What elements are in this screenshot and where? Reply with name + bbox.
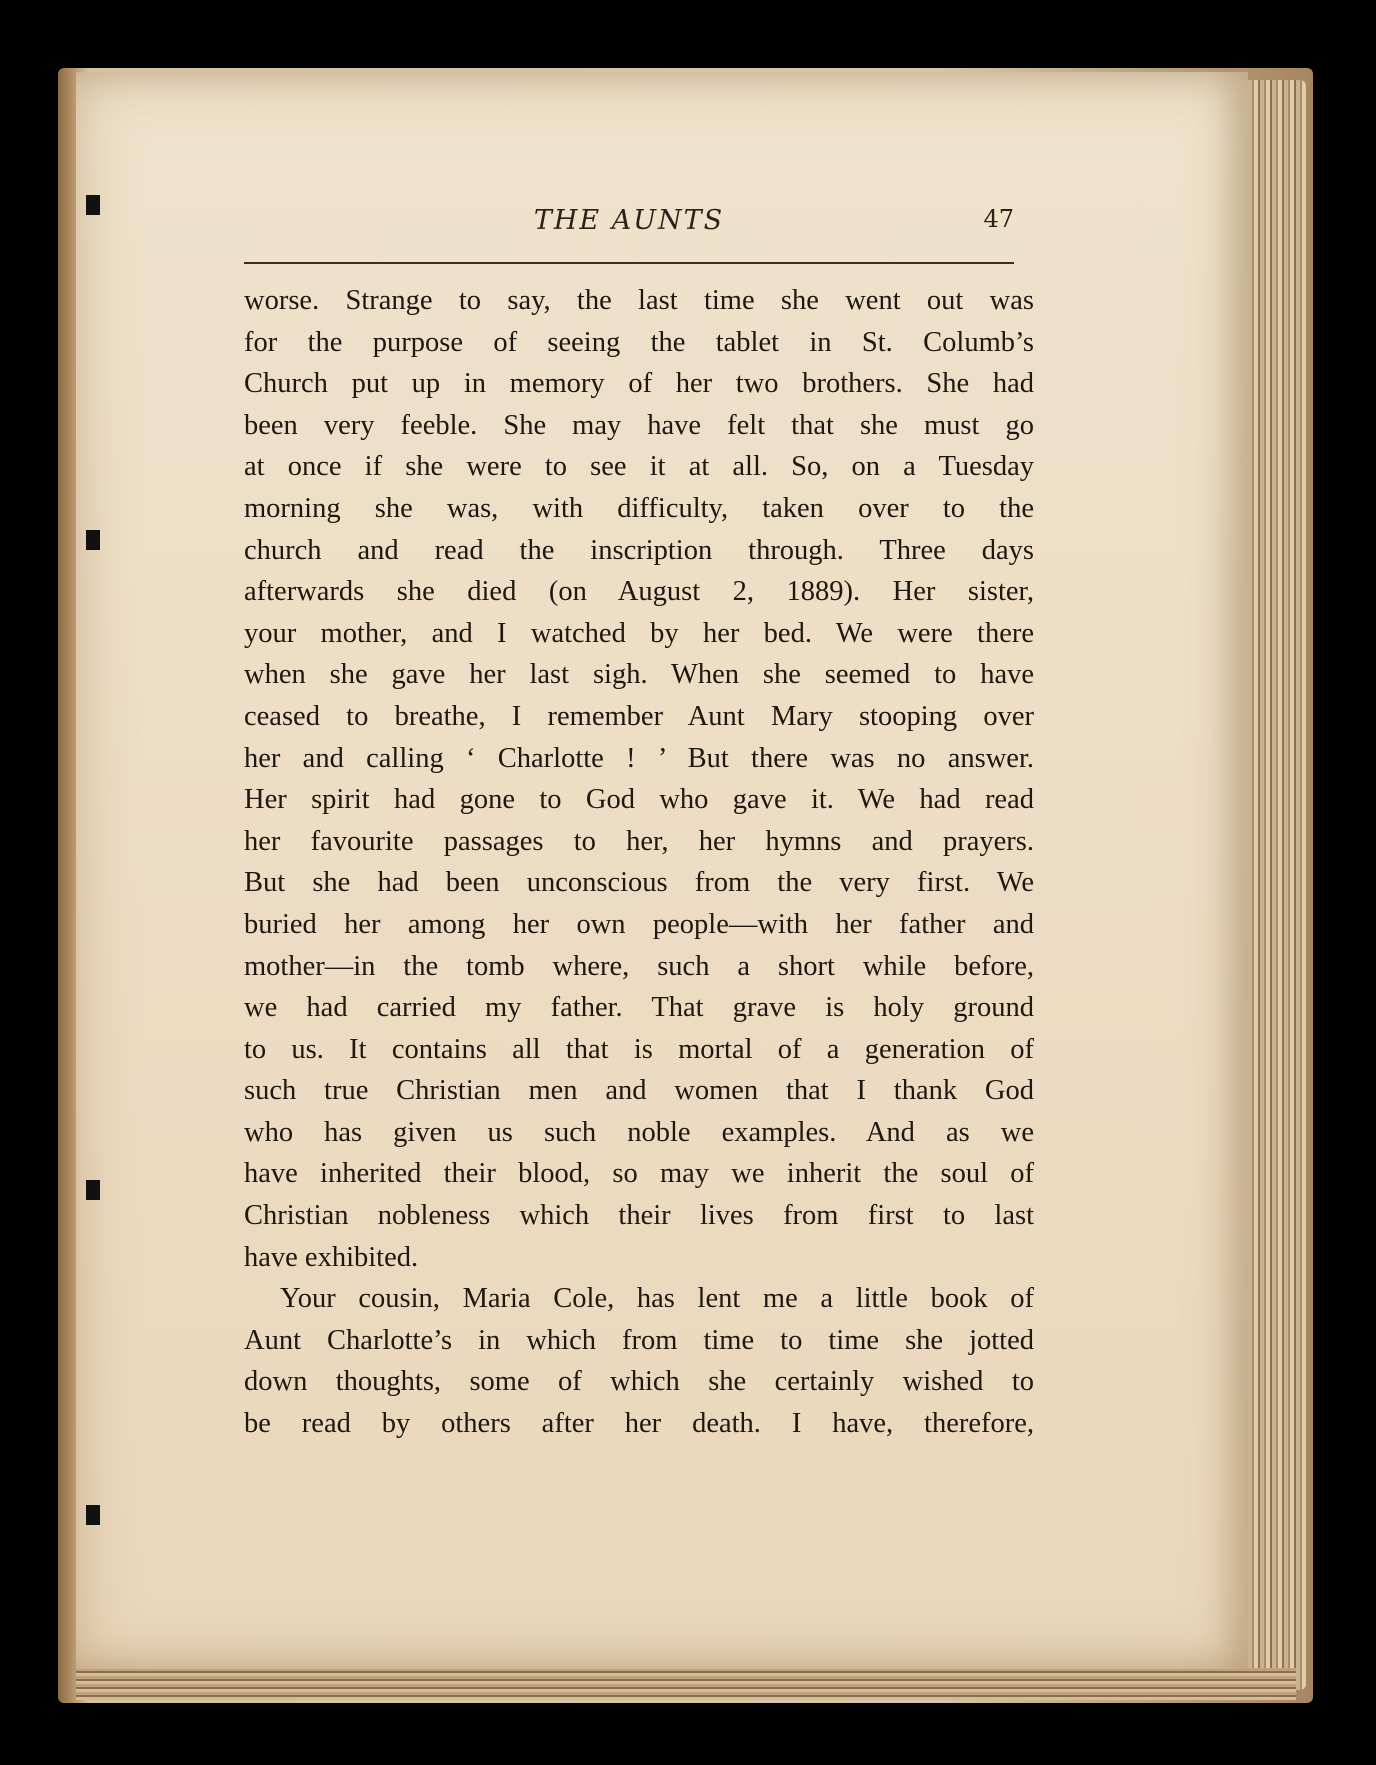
text-line: your mother, and I watched by her bed. We were there [244,617,1034,649]
binding-thread-mark [86,530,100,550]
text-line: mother—in the tomb where, such a short while before, [244,950,1034,982]
bottom-page-edge [76,1668,1296,1700]
text-line: down thoughts, some of which she certainly wished to [244,1366,1034,1398]
paragraph-1 [244,280,1034,1278]
text-line: her and calling ‘ Charlotte ! ’ But there was no answer. [244,742,1034,774]
text-line: we had carried my father. That grave is holy ground [244,992,1034,1024]
binding-thread-mark [86,1505,100,1525]
body-text [244,280,1034,1445]
binding-thread-mark [86,1180,100,1200]
text-line: afterwards she died (on August 2, 1889). Her sister, [244,576,1034,608]
text-line: when she gave her last sigh. When she seemed to have [244,659,1034,691]
running-title: THE AUNTS [533,205,725,236]
text-line: worse. Strange to say, the last time she went out was [244,285,1034,316]
text-line: Aunt Charlotte’s in which from time to time she jotted [244,1324,1034,1356]
text-line: such true Christian men and women that I thank God [244,1075,1034,1107]
page-header [244,205,1014,245]
text-line: have inherited their blood, so may we inherit the soul of [244,1158,1034,1190]
text-line: been very feeble. She may have felt that she must go [244,409,1034,441]
text-line: be read by others after her death. I have, therefore, [244,1408,1034,1440]
text-line: buried her among her own people—with her father and [244,908,1034,940]
text-line: her favourite passages to her, her hymns and prayers. [244,825,1034,857]
text-line: who has given us such noble examples. And as we [244,1116,1034,1148]
text-line: morning she was, with difficulty, taken over to the [244,492,1034,524]
header-rule [244,262,1014,264]
page-edges [1248,80,1306,1690]
text-line: church and read the inscription through. Three days [244,534,1034,566]
text-line: Christian nobleness which their lives from first to last [244,1200,1034,1232]
text-line: at once if she were to see it at all. So, on a Tuesday [244,451,1034,483]
binding-thread-mark [86,195,100,215]
text-line: Church put up in memory of her two brothers. She had [244,368,1034,400]
text-line: But she had been unconscious from the very first. We [244,867,1034,899]
text-line: for the purpose of seeing the tablet in St. Columb’s [244,326,1034,358]
text-line: have exhibited. [244,1241,419,1273]
paragraph-2 [244,1278,1034,1444]
text-line: to us. It contains all that is mortal of a generation of [244,1033,1034,1065]
text-line: ceased to breathe, I remember Aunt Mary stooping over [244,700,1034,732]
text-line: Her spirit had gone to God who gave it. We had read [244,784,1034,816]
page-number: 47 [983,205,1014,233]
text-line: Your cousin, Maria Cole, has lent me a little book of [280,1283,1034,1315]
